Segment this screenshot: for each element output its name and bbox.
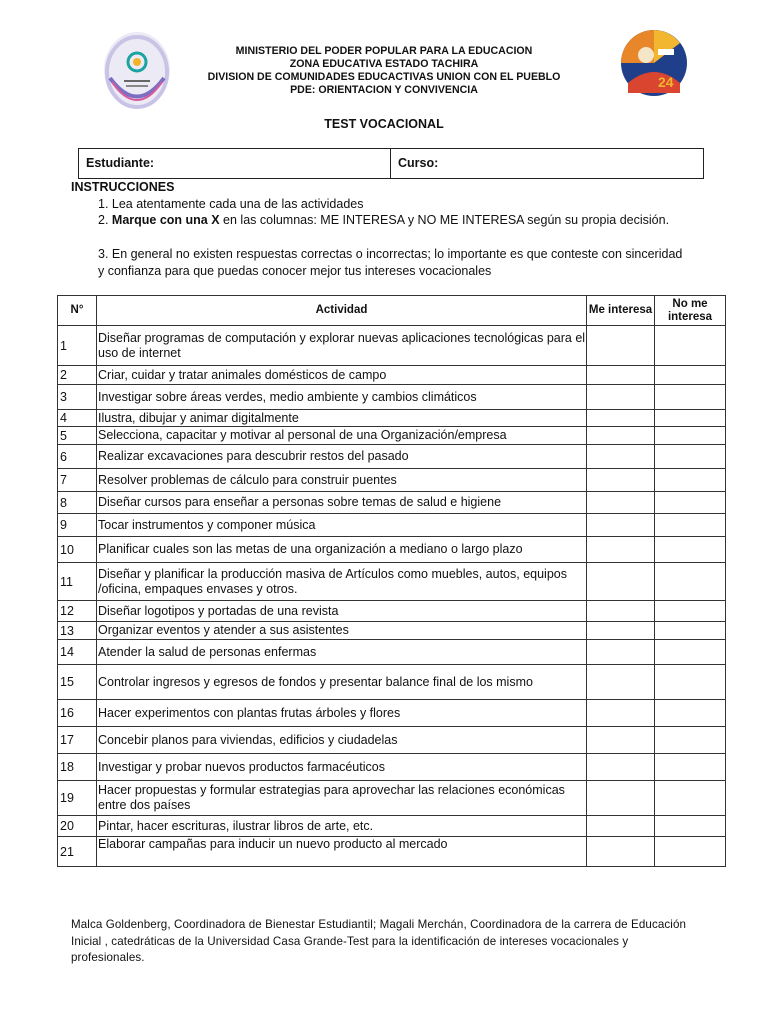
table-row bbox=[58, 537, 726, 563]
row-number: 3 bbox=[58, 385, 97, 410]
me-interesa-cell[interactable] bbox=[587, 700, 655, 727]
me-interesa-cell[interactable] bbox=[587, 537, 655, 563]
table-row bbox=[58, 781, 726, 816]
table-row bbox=[58, 410, 726, 427]
instruction-2: 2. Marque con una X en las columnas: ME INTERESA y NO ME INTERESA según su propia decisión. bbox=[98, 213, 670, 227]
activity-text: Atender la salud de personas enfermas bbox=[97, 640, 587, 665]
row-number: 7 bbox=[58, 469, 97, 492]
activity-text: Elaborar campañas para inducir un nuevo producto al mercado bbox=[97, 837, 587, 867]
no-me-interesa-cell[interactable] bbox=[655, 445, 726, 469]
header-me-interesa: Me interesa bbox=[587, 296, 655, 326]
header-number: N° bbox=[58, 296, 97, 326]
ministry-logo-icon bbox=[102, 30, 172, 110]
no-me-interesa-cell[interactable] bbox=[655, 727, 726, 754]
activity-text: Investigar sobre áreas verdes, medio ambiente y cambios climáticos bbox=[97, 385, 587, 410]
me-interesa-cell[interactable] bbox=[587, 492, 655, 514]
me-interesa-cell[interactable] bbox=[587, 427, 655, 445]
row-number: 5 bbox=[58, 427, 97, 445]
activity-text: Hacer experimentos con plantas frutas árboles y flores bbox=[97, 700, 587, 727]
table-row bbox=[58, 427, 726, 445]
activity-text: Controlar ingresos y egresos de fondos y presentar balance final de los mismo bbox=[97, 665, 587, 700]
no-me-interesa-cell[interactable] bbox=[655, 665, 726, 700]
no-me-interesa-cell[interactable] bbox=[655, 326, 726, 366]
activity-text: Planificar cuales son las metas de una organización a mediano o largo plazo bbox=[97, 537, 587, 563]
row-number: 6 bbox=[58, 445, 97, 469]
table-row bbox=[58, 469, 726, 492]
row-number: 13 bbox=[58, 622, 97, 640]
table-row bbox=[58, 816, 726, 837]
table-row bbox=[58, 640, 726, 665]
no-me-interesa-cell[interactable] bbox=[655, 622, 726, 640]
student-name-field[interactable]: Estudiante: bbox=[79, 149, 391, 178]
no-me-interesa-cell[interactable] bbox=[655, 537, 726, 563]
table-row bbox=[58, 563, 726, 601]
activity-text: Concebir planos para viviendas, edificios y ciudadelas bbox=[97, 727, 587, 754]
activity-text: Diseñar cursos para enseñar a personas sobre temas de salud e higiene bbox=[97, 492, 587, 514]
table-row bbox=[58, 385, 726, 410]
activity-text: Ilustra, dibujar y animar digitalmente bbox=[97, 410, 587, 427]
row-number: 10 bbox=[58, 537, 97, 563]
me-interesa-cell[interactable] bbox=[587, 640, 655, 665]
activity-text: Diseñar programas de computación y explorar nuevas aplicaciones tecnológicas para el uso de internet bbox=[97, 326, 587, 366]
me-interesa-cell[interactable] bbox=[587, 816, 655, 837]
row-number: 18 bbox=[58, 754, 97, 781]
table-row bbox=[58, 601, 726, 622]
row-number: 14 bbox=[58, 640, 97, 665]
me-interesa-cell[interactable] bbox=[587, 563, 655, 601]
me-interesa-cell[interactable] bbox=[587, 410, 655, 427]
no-me-interesa-cell[interactable] bbox=[655, 640, 726, 665]
activity-text: Criar, cuidar y tratar animales domésticos de campo bbox=[97, 366, 587, 385]
header-division: DIVISION DE COMUNIDADES EDUCACTIVAS UNION CON EL PUEBLO bbox=[207, 71, 561, 83]
me-interesa-cell[interactable] bbox=[587, 469, 655, 492]
table-row bbox=[58, 445, 726, 469]
no-me-interesa-cell[interactable] bbox=[655, 563, 726, 601]
no-me-interesa-cell[interactable] bbox=[655, 410, 726, 427]
me-interesa-cell[interactable] bbox=[587, 326, 655, 366]
me-interesa-cell[interactable] bbox=[587, 727, 655, 754]
svg-text:24: 24 bbox=[658, 74, 674, 90]
no-me-interesa-cell[interactable] bbox=[655, 754, 726, 781]
me-interesa-cell[interactable] bbox=[587, 445, 655, 469]
table-row bbox=[58, 366, 726, 385]
activity-text: Selecciona, capacitar y motivar al personal de una Organización/empresa bbox=[97, 427, 587, 445]
no-me-interesa-cell[interactable] bbox=[655, 385, 726, 410]
no-me-interesa-cell[interactable] bbox=[655, 601, 726, 622]
table-row bbox=[58, 665, 726, 700]
activity-text: Hacer propuestas y formular estrategias para aprovechar las relaciones económicas entre dos países bbox=[97, 781, 587, 816]
document-title: TEST VOCACIONAL bbox=[324, 117, 444, 131]
activity-text: Diseñar logotipos y portadas de una revista bbox=[97, 601, 587, 622]
no-me-interesa-cell[interactable] bbox=[655, 514, 726, 537]
no-me-interesa-cell[interactable] bbox=[655, 366, 726, 385]
me-interesa-cell[interactable] bbox=[587, 837, 655, 867]
no-me-interesa-cell[interactable] bbox=[655, 700, 726, 727]
row-number: 9 bbox=[58, 514, 97, 537]
row-number: 1 bbox=[58, 326, 97, 366]
no-me-interesa-cell[interactable] bbox=[655, 837, 726, 867]
activity-text: Resolver problemas de cálculo para construir puentes bbox=[97, 469, 587, 492]
me-interesa-cell[interactable] bbox=[587, 601, 655, 622]
table-row bbox=[58, 837, 726, 867]
student-info-box bbox=[78, 148, 704, 179]
me-interesa-cell[interactable] bbox=[587, 622, 655, 640]
header-no-me-interesa: No me interesa bbox=[655, 296, 726, 326]
row-number: 11 bbox=[58, 563, 97, 601]
row-number: 15 bbox=[58, 665, 97, 700]
me-interesa-cell[interactable] bbox=[587, 754, 655, 781]
activity-text: Realizar excavaciones para descubrir restos del pasado bbox=[97, 445, 587, 469]
table-row bbox=[58, 754, 726, 781]
instruction-3: 3. En general no existen respuestas correctas o incorrectas; lo importante es que conteste con sinceridad y confianza para que puedas conocer mejor tus intereses vocacionales bbox=[98, 247, 683, 278]
activity-text: Organizar eventos y atender a sus asistentes bbox=[97, 622, 587, 640]
table-row bbox=[58, 622, 726, 640]
activities-table bbox=[57, 295, 726, 867]
activity-text: Pintar, hacer escrituras, ilustrar libros de arte, etc. bbox=[97, 816, 587, 837]
header-activity: Actividad bbox=[97, 296, 587, 326]
table-row bbox=[58, 492, 726, 514]
table-row bbox=[58, 514, 726, 537]
row-number: 19 bbox=[58, 781, 97, 816]
me-interesa-cell[interactable] bbox=[587, 366, 655, 385]
course-field[interactable]: Curso: bbox=[398, 156, 439, 170]
activity-text: Diseñar y planificar la producción masiva de Artículos como muebles, autos, equipos /oficina, empaques envases y otros. bbox=[97, 563, 587, 601]
me-interesa-cell[interactable] bbox=[587, 781, 655, 816]
row-number: 4 bbox=[58, 410, 97, 427]
row-number: 2 bbox=[58, 366, 97, 385]
no-me-interesa-cell[interactable] bbox=[655, 816, 726, 837]
me-interesa-cell[interactable] bbox=[587, 385, 655, 410]
header-pde: PDE: ORIENTACION Y CONVIVENCIA bbox=[290, 84, 478, 96]
table-row bbox=[58, 727, 726, 754]
footnote-credits: Malca Goldenberg, Coordinadora de Bienestar Estudiantil; Magali Merchán, Coordinadora de la carrera de Educación Inicial , catedráticas de la Universidad Casa Grande-Test para la identificación de intereses vocacionales y profesionales. bbox=[71, 918, 687, 964]
me-interesa-cell[interactable] bbox=[587, 514, 655, 537]
instruction-1: 1. Lea atentamente cada una de las actividades bbox=[98, 197, 364, 211]
me-interesa-cell[interactable] bbox=[587, 665, 655, 700]
activity-text: Tocar instrumentos y componer música bbox=[97, 514, 587, 537]
header-ministry: MINISTERIO DEL PODER POPULAR PARA LA EDUCACION bbox=[235, 45, 533, 57]
row-number: 20 bbox=[58, 816, 97, 837]
table-row bbox=[58, 700, 726, 727]
header-zone: ZONA EDUCATIVA ESTADO TACHIRA bbox=[289, 58, 479, 70]
table-row bbox=[58, 326, 726, 366]
row-number: 21 bbox=[58, 837, 97, 867]
row-number: 8 bbox=[58, 492, 97, 514]
row-number: 16 bbox=[58, 700, 97, 727]
row-number: 12 bbox=[58, 601, 97, 622]
no-me-interesa-cell[interactable] bbox=[655, 427, 726, 445]
activity-text: Investigar y probar nuevos productos farmacéuticos bbox=[97, 754, 587, 781]
instructions-heading: INSTRUCCIONES bbox=[71, 180, 175, 194]
no-me-interesa-cell[interactable] bbox=[655, 492, 726, 514]
no-me-interesa-cell[interactable] bbox=[655, 469, 726, 492]
no-me-interesa-cell[interactable] bbox=[655, 781, 726, 816]
row-number: 17 bbox=[58, 727, 97, 754]
